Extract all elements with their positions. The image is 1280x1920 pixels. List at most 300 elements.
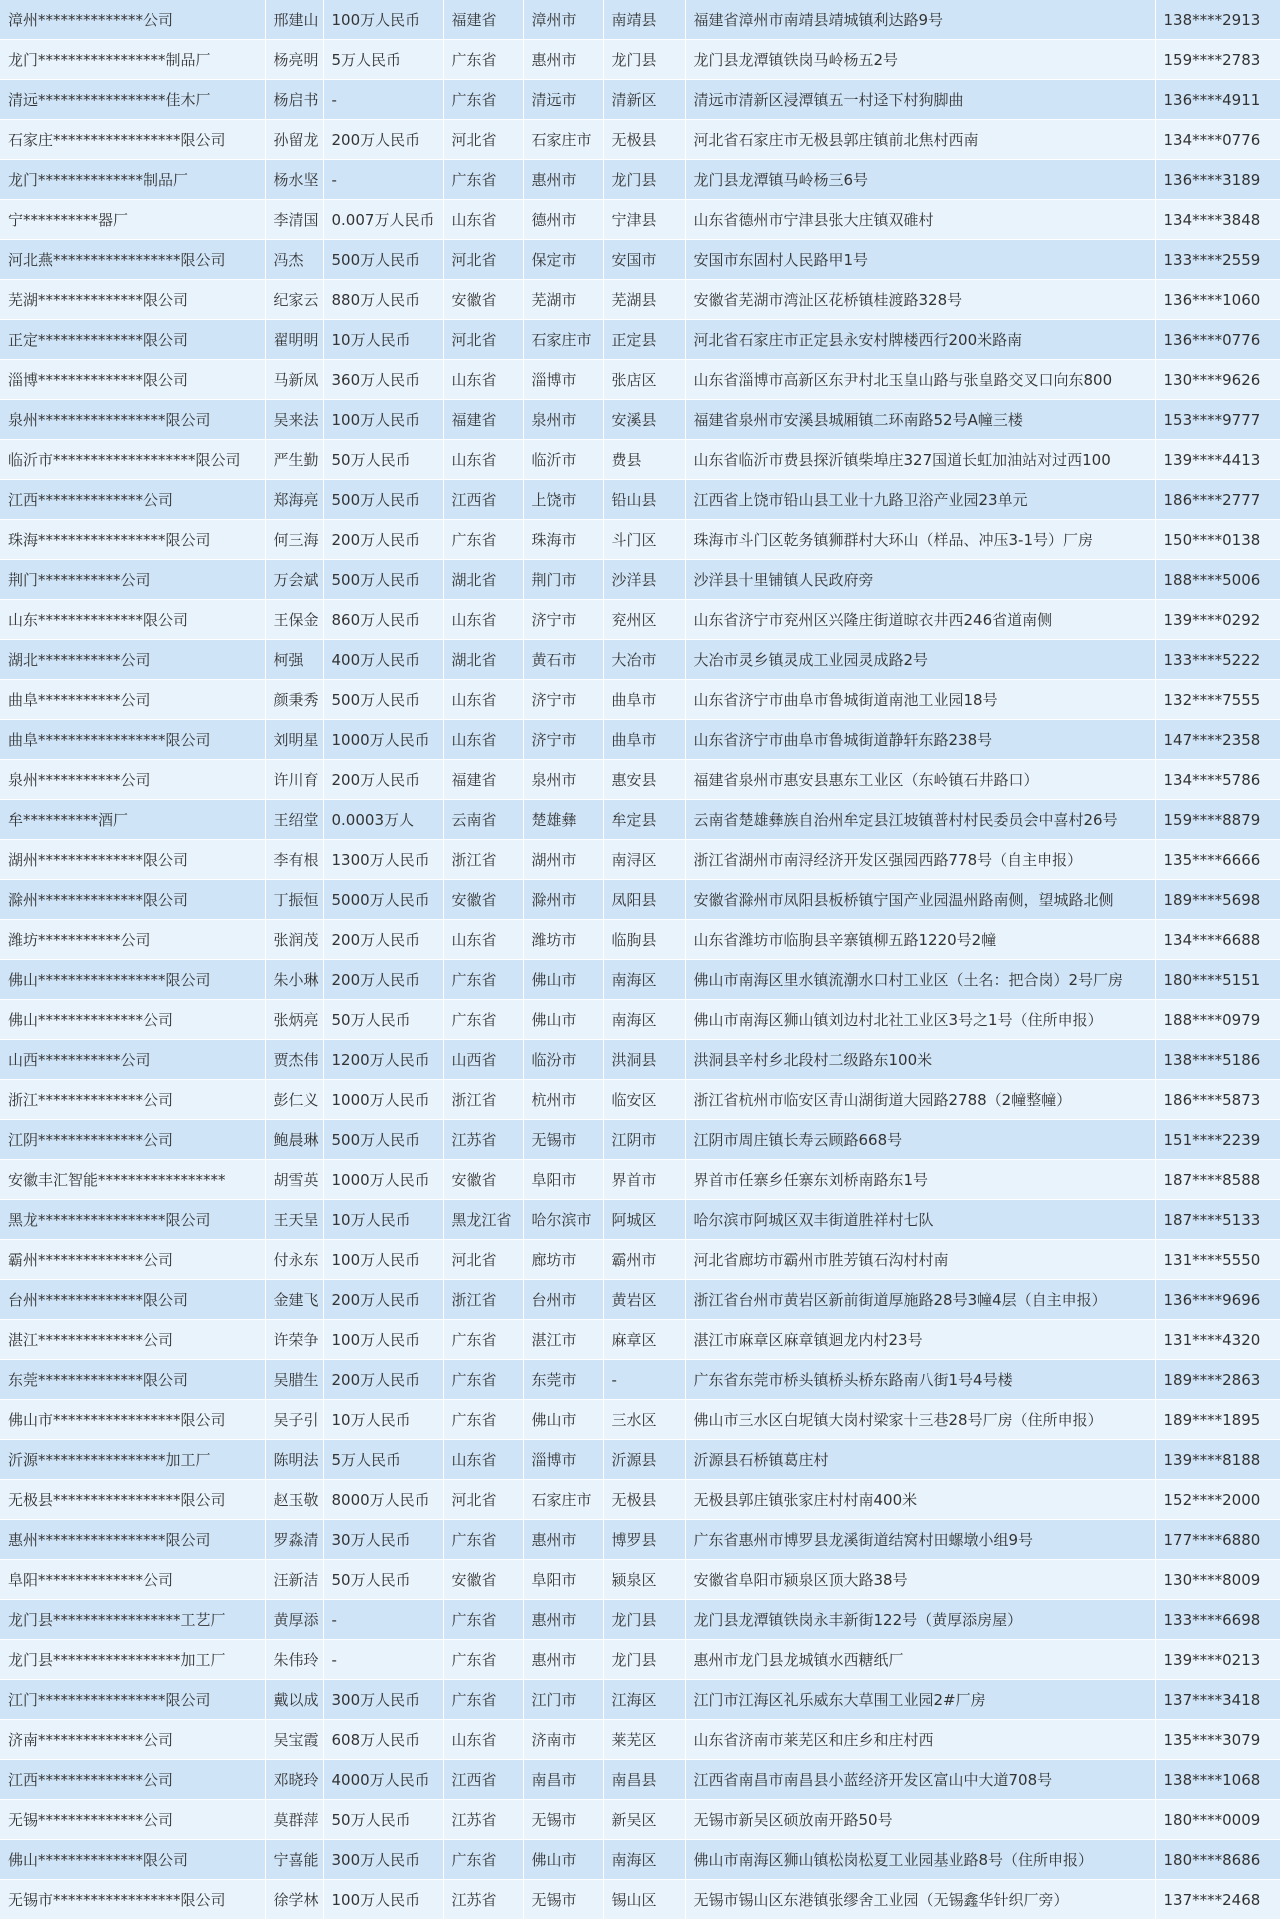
legal-person-cell: 汪新洁 [265, 1560, 323, 1600]
company-name-cell: 沂源*****************加工厂 [0, 1440, 265, 1480]
province-cell: 江苏省 [443, 1880, 523, 1920]
table-row [0, 1600, 1280, 1640]
registered-capital-cell: 1200万人民币 [323, 1040, 443, 1080]
address-cell: 龙门县龙潭镇铁岗马岭杨五2号 [685, 40, 1155, 80]
city-cell: 潍坊市 [523, 920, 603, 960]
phone-cell: 188****0979 [1155, 1000, 1280, 1040]
district-cell: 江海区 [603, 1680, 685, 1720]
registered-capital-cell: 200万人民币 [323, 520, 443, 560]
company-name-cell: 泉州*****************限公司 [0, 400, 265, 440]
phone-cell: 136****0776 [1155, 320, 1280, 360]
province-cell: 浙江省 [443, 1080, 523, 1120]
province-cell: 山东省 [443, 200, 523, 240]
district-cell: 安溪县 [603, 400, 685, 440]
province-cell: 广东省 [443, 160, 523, 200]
legal-person-cell: 颜秉秀 [265, 680, 323, 720]
city-cell: 惠州市 [523, 40, 603, 80]
phone-cell: 136****9696 [1155, 1280, 1280, 1320]
phone-cell: 150****0138 [1155, 520, 1280, 560]
province-cell: 河北省 [443, 240, 523, 280]
registered-capital-cell: 4000万人民币 [323, 1760, 443, 1800]
city-cell: 佛山市 [523, 1840, 603, 1880]
district-cell: 黄岩区 [603, 1280, 685, 1320]
legal-person-cell: 陈明法 [265, 1440, 323, 1480]
province-cell: 广东省 [443, 1400, 523, 1440]
phone-cell: 135****3079 [1155, 1720, 1280, 1760]
city-cell: 台州市 [523, 1280, 603, 1320]
city-cell: 保定市 [523, 240, 603, 280]
district-cell: 清新区 [603, 80, 685, 120]
registered-capital-cell: 300万人民币 [323, 1840, 443, 1880]
phone-cell: 134****0776 [1155, 120, 1280, 160]
address-cell: 湛江市麻章区麻章镇迴龙内村23号 [685, 1320, 1155, 1360]
registered-capital-cell: - [323, 160, 443, 200]
company-name-cell: 东莞**************限公司 [0, 1360, 265, 1400]
district-cell: 铅山县 [603, 480, 685, 520]
province-cell: 福建省 [443, 400, 523, 440]
city-cell: 东莞市 [523, 1360, 603, 1400]
province-cell: 河北省 [443, 320, 523, 360]
company-name-cell: 正定**************限公司 [0, 320, 265, 360]
table-row [0, 120, 1280, 160]
registered-capital-cell: 200万人民币 [323, 120, 443, 160]
company-name-cell: 宁**********器厂 [0, 200, 265, 240]
table-row [0, 1640, 1280, 1680]
phone-cell: 153****9777 [1155, 400, 1280, 440]
district-cell: 南海区 [603, 1840, 685, 1880]
province-cell: 广东省 [443, 960, 523, 1000]
address-cell: 大冶市灵乡镇灵成工业园灵成路2号 [685, 640, 1155, 680]
company-name-cell: 湛江**************公司 [0, 1320, 265, 1360]
table-row [0, 800, 1280, 840]
district-cell: 无极县 [603, 120, 685, 160]
address-cell: 无极县郭庄镇张家庄村村南400米 [685, 1480, 1155, 1520]
company-name-cell: 荆门***********公司 [0, 560, 265, 600]
city-cell: 淄博市 [523, 1440, 603, 1480]
company-name-cell: 牟**********酒厂 [0, 800, 265, 840]
district-cell: 南昌县 [603, 1760, 685, 1800]
phone-cell: 139****0292 [1155, 600, 1280, 640]
city-cell: 芜湖市 [523, 280, 603, 320]
address-cell: 安徽省滁州市凤阳县板桥镇宁国产业园温州路南侧，望城路北侧 [685, 880, 1155, 920]
registered-capital-cell: 300万人民币 [323, 1680, 443, 1720]
city-cell: 荆门市 [523, 560, 603, 600]
district-cell: 三水区 [603, 1400, 685, 1440]
table-row [0, 440, 1280, 480]
province-cell: 山东省 [443, 1440, 523, 1480]
table-row [0, 1560, 1280, 1600]
legal-person-cell: 贾杰伟 [265, 1040, 323, 1080]
address-cell: 沂源县石桥镇葛庄村 [685, 1440, 1155, 1480]
city-cell: 临沂市 [523, 440, 603, 480]
company-name-cell: 江门*****************限公司 [0, 1680, 265, 1720]
district-cell: 宁津县 [603, 200, 685, 240]
phone-cell: 138****5186 [1155, 1040, 1280, 1080]
city-cell: 泉州市 [523, 400, 603, 440]
company-name-cell: 石家庄*****************限公司 [0, 120, 265, 160]
company-name-cell: 安徽丰汇智能***************** [0, 1160, 265, 1200]
province-cell: 广东省 [443, 1840, 523, 1880]
legal-person-cell: 刘明星 [265, 720, 323, 760]
company-name-cell: 泉州***********公司 [0, 760, 265, 800]
registered-capital-cell: 1300万人民币 [323, 840, 443, 880]
table-row [0, 0, 1280, 40]
address-cell: 无锡市新吴区硕放南开路50号 [685, 1800, 1155, 1840]
address-cell: 河北省廊坊市霸州市胜芳镇石沟村村南 [685, 1240, 1155, 1280]
city-cell: 杭州市 [523, 1080, 603, 1120]
district-cell: 麻章区 [603, 1320, 685, 1360]
district-cell: 龙门县 [603, 160, 685, 200]
province-cell: 江西省 [443, 480, 523, 520]
district-cell: 沙洋县 [603, 560, 685, 600]
table-row [0, 1400, 1280, 1440]
registered-capital-cell: 5万人民币 [323, 1440, 443, 1480]
district-cell: 兖州区 [603, 600, 685, 640]
city-cell: 珠海市 [523, 520, 603, 560]
district-cell: 牟定县 [603, 800, 685, 840]
province-cell: 广东省 [443, 520, 523, 560]
province-cell: 浙江省 [443, 840, 523, 880]
province-cell: 广东省 [443, 1600, 523, 1640]
province-cell: 云南省 [443, 800, 523, 840]
phone-cell: 130****8009 [1155, 1560, 1280, 1600]
registered-capital-cell: - [323, 1640, 443, 1680]
district-cell: 凤阳县 [603, 880, 685, 920]
phone-cell: 133****2559 [1155, 240, 1280, 280]
registered-capital-cell: 1000万人民币 [323, 1160, 443, 1200]
address-cell: 福建省漳州市南靖县靖城镇利达路9号 [685, 0, 1155, 40]
city-cell: 石家庄市 [523, 120, 603, 160]
province-cell: 浙江省 [443, 1280, 523, 1320]
address-cell: 山东省济宁市兖州区兴隆庄街道晾衣井西246省道南侧 [685, 600, 1155, 640]
table-row [0, 920, 1280, 960]
legal-person-cell: 杨水坚 [265, 160, 323, 200]
city-cell: 惠州市 [523, 1600, 603, 1640]
phone-cell: 138****2913 [1155, 0, 1280, 40]
table-row [0, 1800, 1280, 1840]
legal-person-cell: 杨亮明 [265, 40, 323, 80]
address-cell: 界首市任寨乡任寨东刘桥南路东1号 [685, 1160, 1155, 1200]
address-cell: 沙洋县十里铺镇人民政府旁 [685, 560, 1155, 600]
phone-cell: 136****4911 [1155, 80, 1280, 120]
city-cell: 德州市 [523, 200, 603, 240]
city-cell: 济宁市 [523, 600, 603, 640]
phone-cell: 137****2468 [1155, 1880, 1280, 1920]
legal-person-cell: 付永东 [265, 1240, 323, 1280]
district-cell: 南海区 [603, 1000, 685, 1040]
table-row [0, 320, 1280, 360]
registered-capital-cell: 5万人民币 [323, 40, 443, 80]
phone-cell: 139****8188 [1155, 1440, 1280, 1480]
registered-capital-cell: 500万人民币 [323, 240, 443, 280]
legal-person-cell: 戴以成 [265, 1680, 323, 1720]
address-cell: 河北省石家庄市正定县永安村牌楼西行200米路南 [685, 320, 1155, 360]
district-cell: 南靖县 [603, 0, 685, 40]
legal-person-cell: 万会斌 [265, 560, 323, 600]
city-cell: 滁州市 [523, 880, 603, 920]
registered-capital-cell: 200万人民币 [323, 1360, 443, 1400]
legal-person-cell: 丁振恒 [265, 880, 323, 920]
company-name-cell: 浙江**************公司 [0, 1080, 265, 1120]
company-name-cell: 临沂市*******************限公司 [0, 440, 265, 480]
legal-person-cell: 罗淼清 [265, 1520, 323, 1560]
registered-capital-cell: 10万人民币 [323, 320, 443, 360]
legal-person-cell: 吴来法 [265, 400, 323, 440]
registered-capital-cell: 5000万人民币 [323, 880, 443, 920]
table-row [0, 560, 1280, 600]
legal-person-cell: 张润茂 [265, 920, 323, 960]
table-row [0, 1360, 1280, 1400]
address-cell: 安徽省芜湖市湾沚区花桥镇桂渡路328号 [685, 280, 1155, 320]
table-row [0, 200, 1280, 240]
district-cell: 芜湖县 [603, 280, 685, 320]
company-name-cell: 山东**************限公司 [0, 600, 265, 640]
province-cell: 江苏省 [443, 1800, 523, 1840]
company-name-cell: 山西***********公司 [0, 1040, 265, 1080]
province-cell: 安徽省 [443, 1160, 523, 1200]
table-row [0, 80, 1280, 120]
company-name-cell: 龙门**************制品厂 [0, 160, 265, 200]
address-cell: 佛山市南海区狮山镇松岗松夏工业园基业路8号（住所申报） [685, 1840, 1155, 1880]
city-cell: 上饶市 [523, 480, 603, 520]
city-cell: 石家庄市 [523, 1480, 603, 1520]
legal-person-cell: 郑海亮 [265, 480, 323, 520]
table-row [0, 1120, 1280, 1160]
district-cell: 锡山区 [603, 1880, 685, 1920]
district-cell: 龙门县 [603, 1640, 685, 1680]
phone-cell: 187****5133 [1155, 1200, 1280, 1240]
company-name-cell: 漳州**************公司 [0, 0, 265, 40]
legal-person-cell: 马新凤 [265, 360, 323, 400]
phone-cell: 130****9626 [1155, 360, 1280, 400]
registered-capital-cell: 880万人民币 [323, 280, 443, 320]
legal-person-cell: 纪家云 [265, 280, 323, 320]
legal-person-cell: 邓晓玲 [265, 1760, 323, 1800]
legal-person-cell: 翟明明 [265, 320, 323, 360]
phone-cell: 180****8686 [1155, 1840, 1280, 1880]
address-cell: 山东省淄博市高新区东尹村北玉皇山路与张皇路交叉口向东800 [685, 360, 1155, 400]
company-name-cell: 江西**************公司 [0, 1760, 265, 1800]
district-cell: 南浔区 [603, 840, 685, 880]
table-row [0, 1880, 1280, 1920]
table-row [0, 40, 1280, 80]
city-cell: 无锡市 [523, 1800, 603, 1840]
address-cell: 福建省泉州市惠安县惠东工业区（东岭镇石井路口） [685, 760, 1155, 800]
city-cell: 淄博市 [523, 360, 603, 400]
address-cell: 江门市江海区礼乐威东大草围工业园2#厂房 [685, 1680, 1155, 1720]
table-row [0, 1040, 1280, 1080]
city-cell: 湖州市 [523, 840, 603, 880]
registered-capital-cell: 0.007万人民币 [323, 200, 443, 240]
registered-capital-cell: 100万人民币 [323, 1320, 443, 1360]
province-cell: 广东省 [443, 1640, 523, 1680]
district-cell: 沂源县 [603, 1440, 685, 1480]
address-cell: 洪洞县辛村乡北段村二级路东100米 [685, 1040, 1155, 1080]
province-cell: 安徽省 [443, 880, 523, 920]
province-cell: 安徽省 [443, 1560, 523, 1600]
company-name-cell: 曲阜***********公司 [0, 680, 265, 720]
phone-cell: 134****5786 [1155, 760, 1280, 800]
province-cell: 广东省 [443, 40, 523, 80]
address-cell: 广东省东莞市桥头镇桥头桥东路南八街1号4号楼 [685, 1360, 1155, 1400]
company-name-cell: 芜湖**************限公司 [0, 280, 265, 320]
district-cell: 曲阜市 [603, 680, 685, 720]
registered-capital-cell: 1000万人民币 [323, 720, 443, 760]
registered-capital-cell: - [323, 80, 443, 120]
district-cell: 临安区 [603, 1080, 685, 1120]
phone-cell: 151****2239 [1155, 1120, 1280, 1160]
district-cell: 安国市 [603, 240, 685, 280]
legal-person-cell: 李有根 [265, 840, 323, 880]
company-name-cell: 黑龙*****************限公司 [0, 1200, 265, 1240]
province-cell: 广东省 [443, 1520, 523, 1560]
legal-person-cell: 杨启书 [265, 80, 323, 120]
registered-capital-cell: 100万人民币 [323, 0, 443, 40]
district-cell: 颍泉区 [603, 1560, 685, 1600]
legal-person-cell: 许川育 [265, 760, 323, 800]
address-cell: 山东省济南市莱芜区和庄乡和庄村西 [685, 1720, 1155, 1760]
registered-capital-cell: 360万人民币 [323, 360, 443, 400]
phone-cell: 152****2000 [1155, 1480, 1280, 1520]
city-cell: 佛山市 [523, 1000, 603, 1040]
registered-capital-cell: 10万人民币 [323, 1400, 443, 1440]
district-cell: - [603, 1360, 685, 1400]
city-cell: 惠州市 [523, 1640, 603, 1680]
legal-person-cell: 朱伟玲 [265, 1640, 323, 1680]
phone-cell: 188****5006 [1155, 560, 1280, 600]
city-cell: 哈尔滨市 [523, 1200, 603, 1240]
table-row [0, 1480, 1280, 1520]
district-cell: 无极县 [603, 1480, 685, 1520]
city-cell: 惠州市 [523, 160, 603, 200]
district-cell: 南海区 [603, 960, 685, 1000]
company-name-cell: 江阴**************公司 [0, 1120, 265, 1160]
legal-person-cell: 张炳亮 [265, 1000, 323, 1040]
table-row [0, 600, 1280, 640]
legal-person-cell: 邢建山 [265, 0, 323, 40]
province-cell: 湖北省 [443, 560, 523, 600]
table-row [0, 1680, 1280, 1720]
legal-person-cell: 严生勤 [265, 440, 323, 480]
registered-capital-cell: 50万人民币 [323, 1000, 443, 1040]
phone-cell: 189****1895 [1155, 1400, 1280, 1440]
legal-person-cell: 彭仁义 [265, 1080, 323, 1120]
address-cell: 山东省济宁市曲阜市鲁城街道静轩东路238号 [685, 720, 1155, 760]
registered-capital-cell: 50万人民币 [323, 1800, 443, 1840]
address-cell: 河北省石家庄市无极县郭庄镇前北焦村西南 [685, 120, 1155, 160]
registered-capital-cell: 100万人民币 [323, 1880, 443, 1920]
district-cell: 龙门县 [603, 40, 685, 80]
address-cell: 江西省上饶市铅山县工业十九路卫浴产业园23单元 [685, 480, 1155, 520]
legal-person-cell: 柯强 [265, 640, 323, 680]
address-cell: 山东省潍坊市临朐县辛寨镇柳五路1220号2幢 [685, 920, 1155, 960]
company-name-cell: 潍坊***********公司 [0, 920, 265, 960]
legal-person-cell: 王保金 [265, 600, 323, 640]
table-row [0, 1320, 1280, 1360]
phone-cell: 139****4413 [1155, 440, 1280, 480]
legal-person-cell: 王绍堂 [265, 800, 323, 840]
table-row [0, 240, 1280, 280]
province-cell: 山东省 [443, 600, 523, 640]
registered-capital-cell: 100万人民币 [323, 1240, 443, 1280]
table-row [0, 1760, 1280, 1800]
registered-capital-cell: 10万人民币 [323, 1200, 443, 1240]
table-row [0, 480, 1280, 520]
legal-person-cell: 吴宝霞 [265, 1720, 323, 1760]
company-name-cell: 无极县*****************限公司 [0, 1480, 265, 1520]
table-row [0, 1240, 1280, 1280]
phone-cell: 159****8879 [1155, 800, 1280, 840]
registered-capital-cell: 100万人民币 [323, 400, 443, 440]
company-name-cell: 珠海*****************限公司 [0, 520, 265, 560]
registered-capital-cell: 8000万人民币 [323, 1480, 443, 1520]
city-cell: 阜阳市 [523, 1160, 603, 1200]
table-row [0, 1720, 1280, 1760]
district-cell: 界首市 [603, 1160, 685, 1200]
city-cell: 廊坊市 [523, 1240, 603, 1280]
registered-capital-cell: 608万人民币 [323, 1720, 443, 1760]
phone-cell: 133****6698 [1155, 1600, 1280, 1640]
legal-person-cell: 胡雪英 [265, 1160, 323, 1200]
company-name-cell: 曲阜*****************限公司 [0, 720, 265, 760]
company-name-cell: 湖北***********公司 [0, 640, 265, 680]
legal-person-cell: 李清国 [265, 200, 323, 240]
table-row [0, 1080, 1280, 1120]
phone-cell: 186****5873 [1155, 1080, 1280, 1120]
phone-cell: 131****5550 [1155, 1240, 1280, 1280]
province-cell: 江苏省 [443, 1120, 523, 1160]
company-name-cell: 佛山*****************限公司 [0, 960, 265, 1000]
city-cell: 济南市 [523, 1720, 603, 1760]
registered-capital-cell: 50万人民币 [323, 1560, 443, 1600]
company-name-cell: 阜阳**************公司 [0, 1560, 265, 1600]
city-cell: 江门市 [523, 1680, 603, 1720]
province-cell: 广东省 [443, 1000, 523, 1040]
address-cell: 安徽省阜阳市颍泉区顶大路38号 [685, 1560, 1155, 1600]
address-cell: 云南省楚雄彝族自治州牟定县江坡镇普村村民委员会中喜村26号 [685, 800, 1155, 840]
province-cell: 山东省 [443, 1720, 523, 1760]
province-cell: 河北省 [443, 120, 523, 160]
table-row [0, 160, 1280, 200]
phone-cell: 147****2358 [1155, 720, 1280, 760]
address-cell: 清远市清新区浸潭镇五一村迳下村狗脚曲 [685, 80, 1155, 120]
province-cell: 山东省 [443, 440, 523, 480]
province-cell: 山东省 [443, 360, 523, 400]
address-cell: 浙江省台州市黄岩区新前街道厚施路28号3幢4层（自主申报） [685, 1280, 1155, 1320]
company-name-cell: 清远*****************佳木厂 [0, 80, 265, 120]
company-name-cell: 佛山**************限公司 [0, 1840, 265, 1880]
legal-person-cell: 朱小琳 [265, 960, 323, 1000]
registered-capital-cell: 200万人民币 [323, 760, 443, 800]
address-cell: 江阴市周庄镇长寿云顾路668号 [685, 1120, 1155, 1160]
company-name-cell: 无锡市*****************限公司 [0, 1880, 265, 1920]
company-name-cell: 江西**************公司 [0, 480, 265, 520]
city-cell: 南昌市 [523, 1760, 603, 1800]
province-cell: 山西省 [443, 1040, 523, 1080]
city-cell: 惠州市 [523, 1520, 603, 1560]
address-cell: 山东省德州市宁津县张大庄镇双碓村 [685, 200, 1155, 240]
district-cell: 正定县 [603, 320, 685, 360]
phone-cell: 180****0009 [1155, 1800, 1280, 1840]
table-row [0, 1520, 1280, 1560]
table-row [0, 360, 1280, 400]
legal-person-cell: 许荣争 [265, 1320, 323, 1360]
province-cell: 广东省 [443, 80, 523, 120]
company-name-cell: 河北燕*****************限公司 [0, 240, 265, 280]
district-cell: 斗门区 [603, 520, 685, 560]
company-name-cell: 龙门县*****************工艺厂 [0, 1600, 265, 1640]
province-cell: 福建省 [443, 760, 523, 800]
